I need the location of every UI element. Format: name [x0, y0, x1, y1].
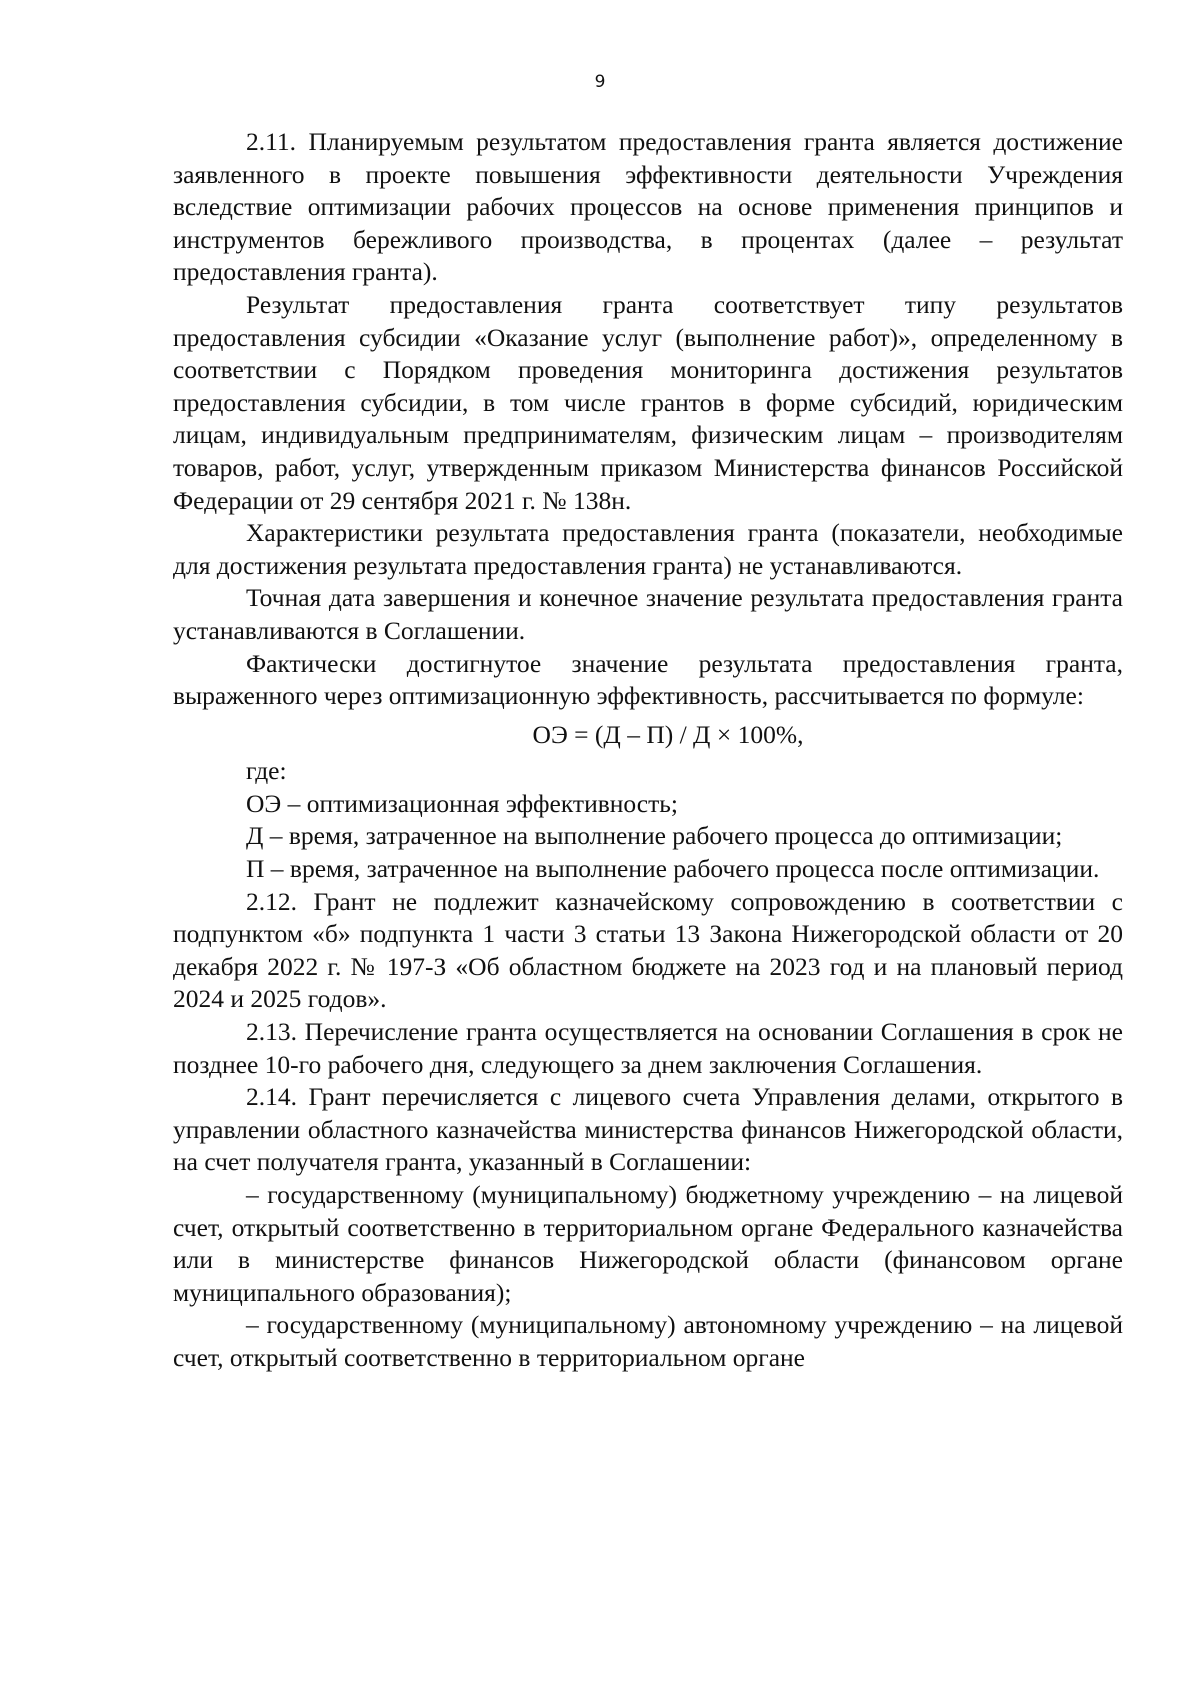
paragraph-actual-value: Фактически достигнутое значение результата предоставления гранта, выраженного через оптимизационную эффективность, рассчитывается по формуле:	[173, 648, 1123, 711]
paragraph-2-14: 2.14. Грант перечисляется с лицевого счета Управления делами, открытого в управлении областного казначейства министерства финансов Нижегородской области, на счет получателя гранта, указанный в Соглашении:	[173, 1082, 1123, 1177]
paragraph-2-13: 2.13. Перечисление гранта осуществляется на основании Соглашения в срок не позднее 10-го рабочего дня, следующего за днем заключения Соглашения.	[173, 1017, 1123, 1079]
where-label: где:	[246, 756, 287, 786]
document-body	[173, 126, 1123, 1375]
paragraph-result-type: Результат предоставления гранта соответствует типу результатов предоставления субсидии «Оказание услуг (выполнение работ)», определенному в соответствии с Порядком проведения мониторинга достижения результатов предоставления субсидии, в том числе грантов в форме субсидий, юридическим лицам, индивидуальным предпринимателям, физическим лицам – производителям товаров, работ, услуг, утвержденным приказом Министерства финансов Российской Федерации от 29 сентября 2021 г. № 138н.	[173, 289, 1123, 515]
formula: ОЭ = (Д – П) / Д × 100%,	[532, 719, 804, 749]
paragraph-exact-date: Точная дата завершения и конечное значение результата предоставления гранта устанавливаются в Соглашении.	[173, 583, 1123, 645]
paragraph-2-11: 2.11. Планируемым результатом предоставления гранта является достижение заявленного в проекте повышения эффективности деятельности Учреждения вследствие оптимизации рабочих процессов на основе применения принципов и инструментов бережливого производства, в процентах (далее – результат предоставления гранта).	[173, 127, 1123, 287]
list-item-autonomous-institution: – государственному (муниципальному) автономному учреждению – на лицевой счет, открытый соответственно в территориальном органе	[173, 1310, 1123, 1372]
definition-d: Д – время, затраченное на выполнение рабочего процесса до оптимизации;	[246, 821, 1063, 851]
paragraph-2-12: 2.12. Грант не подлежит казначейскому сопровождению в соответствии с подпунктом «б» подпункта 1 части 3 статьи 13 Закона Нижегородской области от 20 декабря 2022 г. № 197-З «Об областном бюджете на 2023 год и на плановый период 2024 и 2025 годов».	[173, 886, 1123, 1014]
paragraph-characteristics: Характеристики результата предоставления гранта (показатели, необходимые для достижения результата предоставления гранта) не устанавливаются.	[173, 518, 1123, 580]
definition-oe: ОЭ – оптимизационная эффективность;	[246, 788, 678, 818]
list-item-budget-institution: – государственному (муниципальному) бюджетному учреждению – на лицевой счет, открытый соответственно в территориальном органе Федерального казначейства или в министерстве финансов Нижегородской области (финансовом органе муниципального образования);	[173, 1180, 1123, 1307]
page-number: 9	[594, 72, 606, 92]
definition-p: П – время, затраченное на выполнение рабочего процесса после оптимизации.	[246, 854, 1100, 884]
